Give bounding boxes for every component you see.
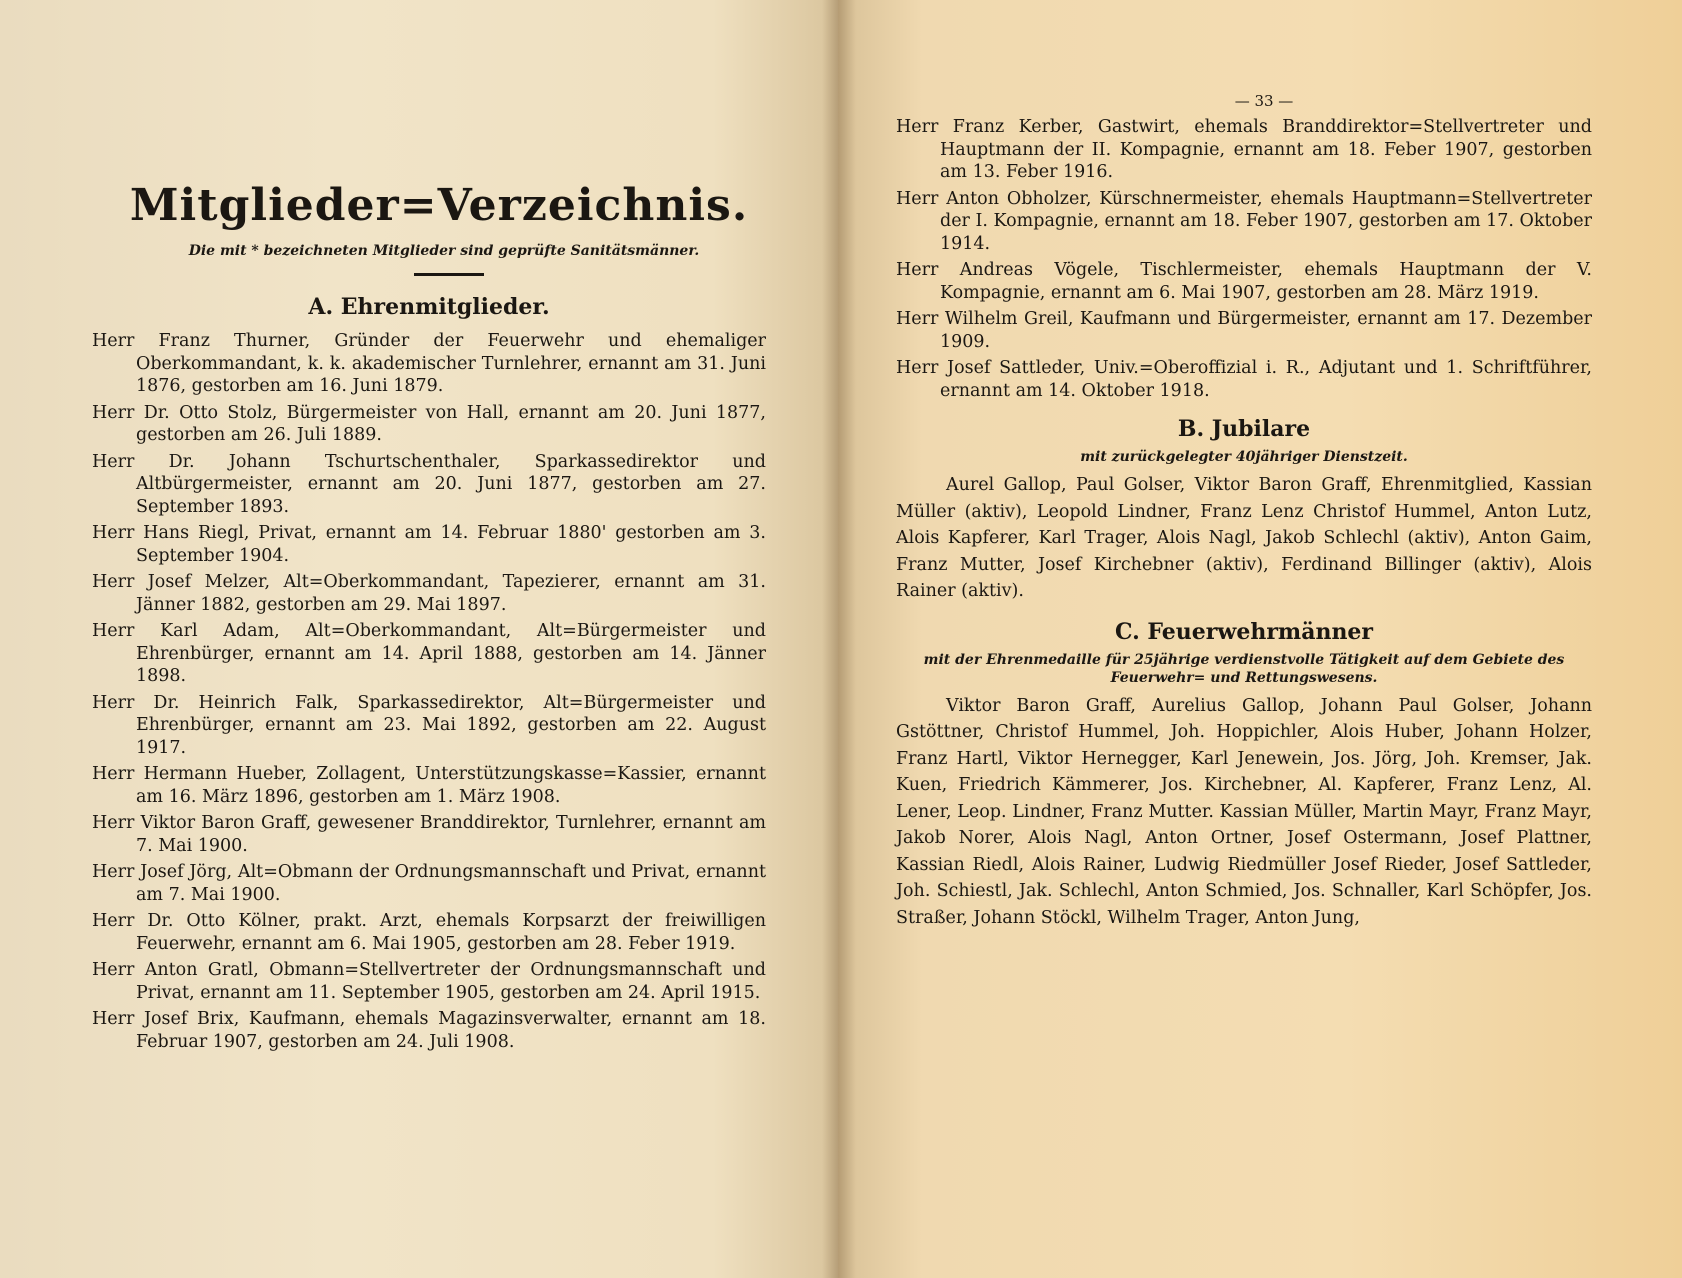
right-page	[838, 0, 1682, 1278]
member-entry: Herr Josef Sattleder, Univ.=Oberoffizial i. R., Adjutant und 1. Schriftführer, ernannt am 14. Oktober 1918.	[896, 358, 1592, 401]
member-entry: Herr Dr. Otto Kölner, prakt. Arzt, ehemals Korpsarzt der freiwilligen Feuerwehr, ernannt am 6. Mai 1905, gestorben am 28. Feber 1919.	[92, 911, 766, 954]
section-a-title: A. Ehrenmitglieder.	[308, 294, 550, 320]
book-gutter	[822, 0, 856, 1278]
member-entry: Herr Dr. Heinrich Falk, Sparkassedirektor, Alt=Bürgermeister und Ehrenbürger, ernannt am 23. Mai 1892, gestorben am 22. August 1917.	[92, 692, 766, 758]
member-entry: Herr Anton Gratl, Obmann=Stellvertreter der Ordnungsmannschaft und Privat, ernannt am 11. September 1905, gestorben am 24. April 1915.	[92, 960, 766, 1003]
sanitaeter-note: Die mit * bezeichneten Mitglieder sind geprüfte Sanitätsmänner.	[188, 243, 700, 259]
member-entry: Herr Viktor Baron Graff, gewesener Branddirektor, Turnlehrer, ernannt am 7. Mai 1900.	[92, 813, 766, 856]
page-title: Mitglieder=Verzeichnis.	[129, 180, 749, 231]
section-b-title: B. Jubilare	[1177, 416, 1311, 442]
member-entry: Herr Josef Melzer, Alt=Oberkommandant, Tapezierer, ernannt am 31. Jänner 1882, gestorben am 29. Mai 1897.	[92, 572, 766, 615]
member-entry: Herr Josef Jörg, Alt=Obmann der Ordnungsmannschaft und Privat, ernannt am 7. Mai 1900.	[92, 862, 766, 905]
section-b-text: Aurel Gallop, Paul Golser, Viktor Baron Graff, Ehrenmitglied, Kassian Müller (aktiv), Leopold Lindner, Franz Lenz Christof Hummel, Anton Lutz, Alois Kapferer, Karl Trager, Alois Nagl, Jakob Schlechl (aktiv), Anton Gaim, Franz Mutter, Josef Kirchebner (aktiv), Ferdinand Billinger (aktiv), Alois Rainer (aktiv).	[896, 475, 1592, 601]
left-page	[0, 0, 838, 1278]
member-entry: Herr Karl Adam, Alt=Oberkommandant, Alt=Bürgermeister und Ehrenbürger, ernannt am 14. April 1888, gestorben am 14. Jänner 1898.	[92, 621, 766, 686]
section-c-title: C. Feuerwehrmänner	[1114, 618, 1374, 645]
member-entry: Herr Josef Brix, Kaufmann, ehemals Magazinsverwalter, ernannt am 18. Februar 1907, gestorben am 24. Juli 1908.	[92, 1009, 766, 1052]
member-entry: Herr Hans Riegl, Privat, ernannt am 14. Februar 1880' gestorben am 3. September 1904.	[92, 523, 766, 566]
member-entry: Herr Andreas Vögele, Tischlermeister, ehemals Hauptmann der V. Kompagnie, ernannt am 6. Mai 1907, gestorben am 28. März 1919.	[896, 260, 1592, 303]
section-c-text: Viktor Baron Graff, Aurelius Gallop, Johann Paul Golser, Johann Gstöttner, Christof Hummel, Joh. Hoppichler, Alois Huber, Johann Holzer, Franz Hartl, Viktor Hernegger, Karl Jenewein, Jos. Jörg, Joh. Kremser, Jak. Kuen, Friedrich Kämmerer, Jos. Kirchebner, Al. Kapferer, Franz Lenz, Al. Lener, Leop. Lindner, Franz Mutter. Kassian Müller, Martin Mayr, Franz Mayr, Jakob Norer, Alois Nagl, Anton Ortner, Josef Ostermann, Josef Plattner, Kassian Riedl, Alois Rainer, Ludwig Riedmüller Josef Rieder, Josef Sattleder, Joh. Schiestl, Jak. Schlechl, Anton Schmied, Jos. Schnaller, Karl Schöpfer, Jos. Straßer, Johann Stöckl, Wilhelm Trager, Anton Jung,	[896, 695, 1592, 928]
member-entry: Herr Anton Obholzer, Kürschnermeister, ehemals Hauptmann=Stellvertreter der I. Kompagnie, ernannt am 18. Feber 1907, gestorben am 17. Oktober 1914.	[896, 188, 1592, 254]
member-entry: Herr Wilhelm Greil, Kaufmann und Bürgermeister, ernannt am 17. Dezember 1909.	[896, 309, 1592, 352]
section-b-subtitle: mit zurückgelegter 40jähriger Dienstzeit.	[1080, 449, 1408, 465]
member-entry: Herr Franz Thurner, Gründer der Feuerwehr und ehemaliger Oberkommandant, k. k. akademischer Turnlehrer, ernannt am 31. Juni 1876, gestorben am 16. Juni 1879.	[92, 331, 766, 396]
member-entry: Herr Dr. Otto Stolz, Bürgermeister von Hall, ernannt am 20. Juni 1877, gestorben am 26. Juli 1889.	[92, 402, 766, 445]
member-entry: Herr Hermann Hueber, Zollagent, Unterstützungskasse=Kassier, ernannt am 16. März 1896, gestorben am 1. März 1908.	[92, 764, 766, 807]
title-divider	[414, 273, 484, 276]
section-c-subtitle: mit der Ehrenmedaille für 25jährige verdienstvolle Tätigkeit auf dem Gebiete des Feuerwehr= und Rettungswesens.	[923, 651, 1565, 686]
member-entry: Herr Franz Kerber, Gastwirt, ehemals Branddirektor=Stellvertreter und Hauptmann der II. Kompagnie, ernannt am 18. Feber 1907, gestorben am 13. Feber 1916.	[896, 117, 1592, 182]
member-entry: Herr Dr. Johann Tschurtschenthaler, Sparkassedirektor und Altbürgermeister, ernannt am 20. Juni 1877, gestorben am 27. September 1893.	[92, 451, 766, 517]
page-number: — 33 —	[1234, 92, 1294, 110]
